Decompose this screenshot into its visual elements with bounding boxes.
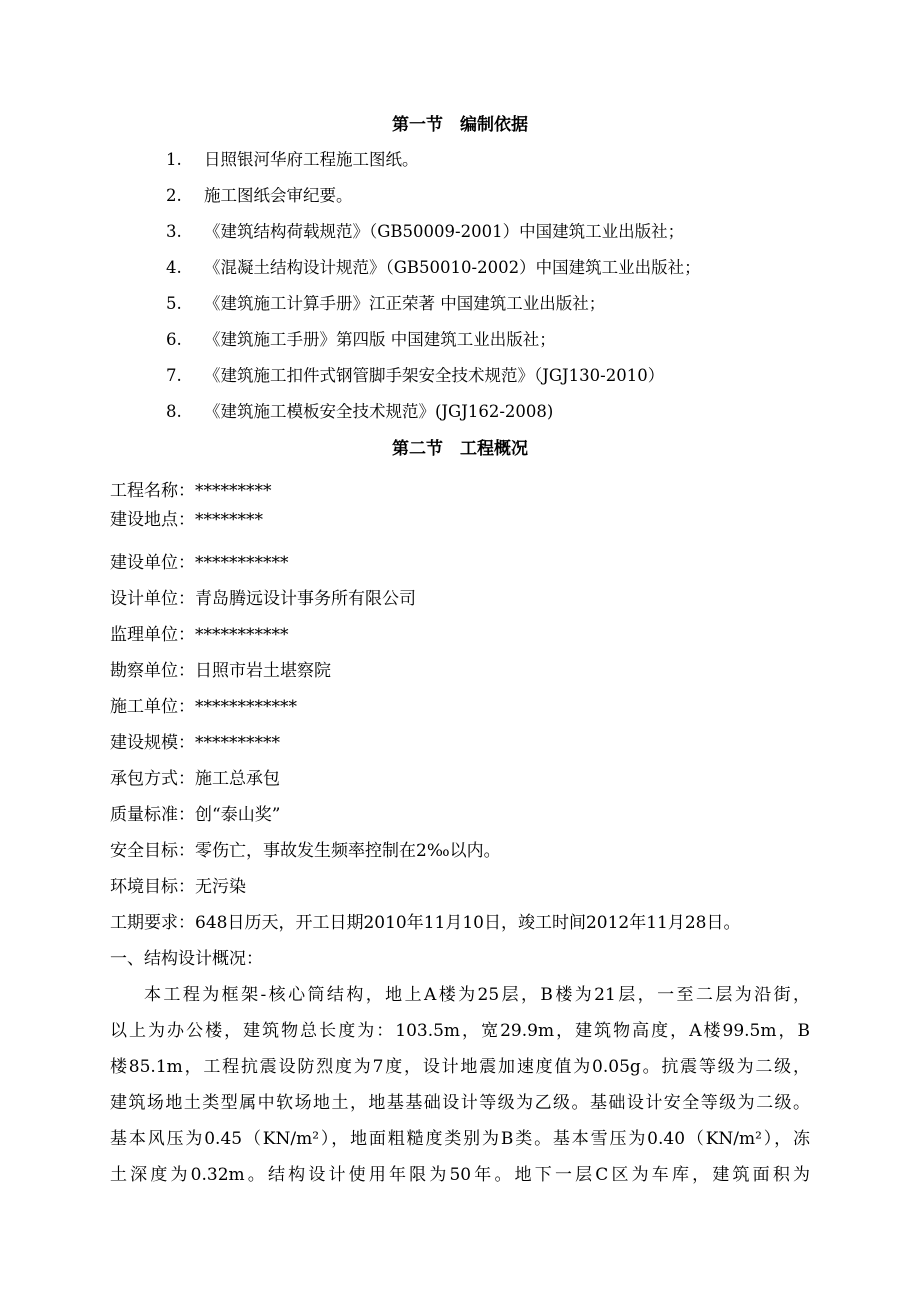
info-label: 勘察单位：: [110, 661, 195, 681]
reference-number: 3.: [166, 222, 182, 241]
reference-item-3: [166, 221, 684, 243]
info-safety-target: [110, 840, 501, 862]
info-value: 无污染: [195, 877, 246, 897]
info-label: 安全目标：: [110, 841, 195, 861]
info-supervisor: [110, 624, 289, 646]
info-label: 建设单位：: [110, 553, 195, 573]
section1-title: 第一节 编制依据: [392, 115, 528, 135]
info-label: 工期要求：: [110, 913, 195, 933]
reference-number: 6.: [166, 330, 182, 349]
info-value: ***********: [195, 553, 289, 573]
reference-text: 《混凝土结构设计规范》（GB50010-2002）中国建筑工业出版社；: [204, 258, 701, 277]
info-value: *********: [195, 481, 272, 501]
info-contract-mode: [110, 768, 280, 790]
info-designer: [110, 588, 416, 610]
reference-text: 《建筑施工扣件式钢管脚手架安全技术规范》（JGJ130-2010）: [204, 366, 665, 385]
reference-number: 8.: [166, 402, 182, 421]
info-environment-target: [110, 876, 246, 898]
paragraph-line: 基本风压为0.45（KN/m²），地面粗糙度类别为B类。基本雪压为0.40（KN/m²），冻: [110, 1129, 810, 1149]
reference-text: 《建筑施工模板安全技术规范》(JGJ162-2008): [204, 402, 554, 421]
info-value: 648日历天，开工日期2010年11月10日，竣工时间2012年11月28日。: [195, 913, 741, 933]
info-project-name: [110, 480, 272, 502]
info-site-location: [110, 509, 263, 531]
info-contractor: [110, 696, 297, 718]
reference-item-8: [166, 401, 553, 423]
paragraph-line: 楼85.1m，工程抗震设防烈度为7度，设计地震加速度值为0.05g。抗震等级为二级，: [110, 1057, 810, 1077]
info-label: 建设地点：: [110, 510, 195, 530]
info-surveyor: [110, 660, 331, 682]
reference-number: 1.: [166, 150, 182, 169]
info-value: 日照市岩土堪察院: [195, 661, 331, 681]
info-schedule: [110, 912, 741, 934]
info-label: 工程名称：: [110, 481, 195, 501]
reference-number: 5.: [166, 294, 182, 313]
info-label: 监理单位：: [110, 625, 195, 645]
reference-item-2: [166, 185, 353, 207]
reference-number: 4.: [166, 258, 182, 277]
structure-subheading: 一、结构设计概况：: [110, 949, 263, 969]
reference-text: 《建筑结构荷载规范》（GB50009-2001）中国建筑工业出版社；: [204, 222, 685, 241]
paragraph-line: 土深度为0.32m。结构设计使用年限为50年。地下一层C区为车库，建筑面积为: [110, 1165, 810, 1185]
reference-item-6: [166, 329, 556, 351]
info-value: 施工总承包: [195, 769, 280, 789]
info-value: 创“泰山奖”: [195, 805, 281, 825]
reference-item-1: [166, 149, 419, 171]
reference-text: 日照银河华府工程施工图纸。: [204, 150, 419, 169]
section2-title: 第二节 工程概况: [392, 439, 528, 459]
info-label: 质量标准：: [110, 805, 195, 825]
reference-text: 《建筑施工计算手册》江正荣著 中国建筑工业出版社；: [204, 294, 606, 313]
info-label: 设计单位：: [110, 589, 195, 609]
reference-text: 《建筑施工手册》第四版 中国建筑工业出版社；: [204, 330, 556, 349]
reference-number: 7.: [166, 366, 182, 385]
info-value: ************: [195, 697, 297, 717]
paragraph-line: 本工程为框架-核心筒结构，地上A楼为25层，B楼为21层，一至二层为沿街，: [144, 985, 810, 1005]
info-label: 承包方式：: [110, 769, 195, 789]
paragraph-line: 建筑场地土类型属中软场地土，地基基础设计等级为乙级。基础设计安全等级为二级。: [110, 1093, 810, 1113]
reference-number: 2.: [166, 186, 182, 205]
reference-text: 施工图纸会审纪要。: [204, 186, 353, 205]
info-value: ***********: [195, 625, 289, 645]
info-value: **********: [195, 733, 280, 753]
paragraph-line: 以上为办公楼，建筑物总长度为：103.5m，宽29.9m，建筑物高度，A楼99.5m，B: [110, 1021, 810, 1041]
reference-item-4: [166, 257, 701, 279]
info-label: 环境目标：: [110, 877, 195, 897]
info-label: 施工单位：: [110, 697, 195, 717]
info-owner: [110, 552, 289, 574]
reference-item-5: [166, 293, 605, 315]
info-scale: [110, 732, 280, 754]
info-value: 零伤亡，事故发生频率控制在2‰以内。: [195, 841, 501, 861]
info-value: 青岛腾远设计事务所有限公司: [195, 589, 416, 609]
info-quality-standard: [110, 804, 280, 826]
info-value: ********: [195, 510, 263, 530]
reference-item-7: [166, 365, 664, 387]
info-label: 建设规模：: [110, 733, 195, 753]
